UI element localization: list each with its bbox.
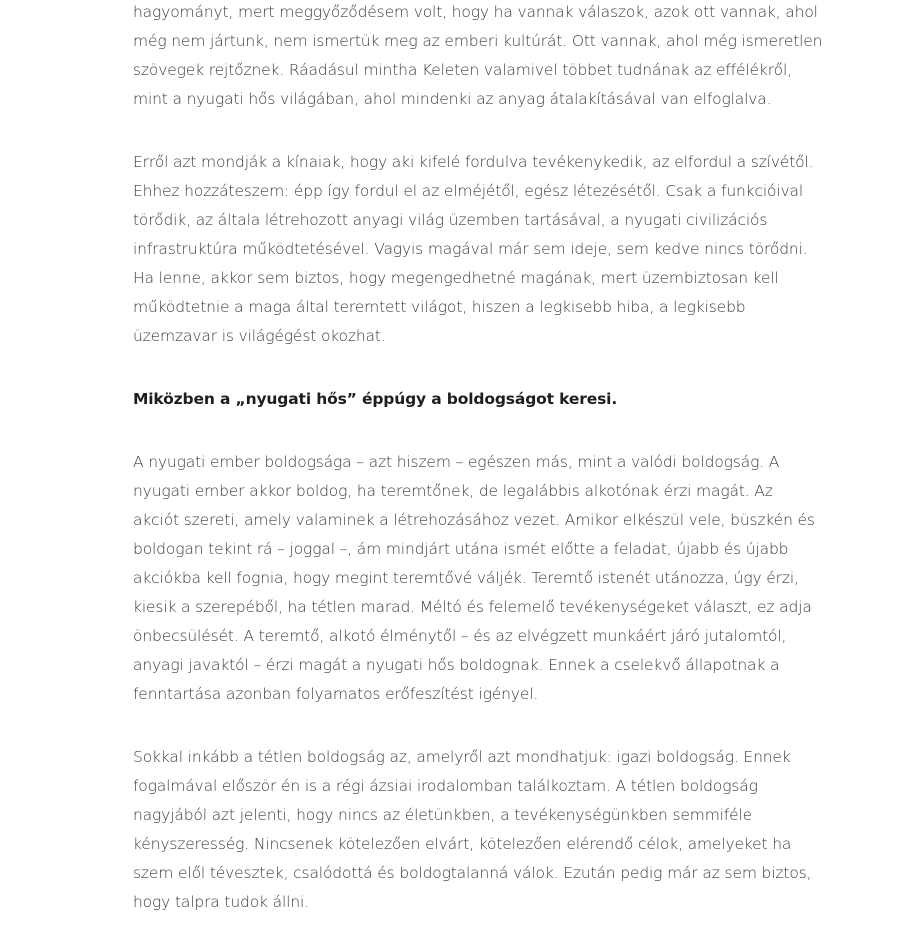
article-subheading: Miközben a „nyugati hős” éppúgy a boldogságot keresi.: [133, 390, 618, 408]
paragraph: Sokkal inkább a tétlen boldogság az, amelyről azt mondhatjuk: igazi boldogság. Ennek fogalmával először én is a régi ázsiai irodalomban találkoztam. A tétlen boldogság nagyjából azt jelenti, hogy nincs az életünkben, a tevékenységünkben semmiféle kényszeresség. Nincsenek kötelezően elvárt, kötelezően elérendő célok, amelyeket ha szem elől tévesztek, csalódottá és boldogtalanná válok. Ezután pedig már az sem biztos, hogy talpra tudok állni.: [133, 748, 812, 911]
paragraph: hagyományt, mert meggyőződésem volt, hogy ha vannak válaszok, azok ott vannak, ahol még nem jártunk, nem ismertük meg az emberi kultúrát. Ott vannak, ahol még ismeretlen szövegek rejtőznek. Ráadásul mintha Keleten valamivel többet tudnának az effélékről, mint a nyugati hős világában, ahol mindenki az anyag átalakításával van elfoglalva.: [133, 3, 823, 108]
article-body: [133, 0, 823, 951]
paragraph: A nyugati ember boldogsága – azt hiszem – egészen más, mint a valódi boldogság. A nyugati ember akkor boldog, ha teremtőnek, de legalábbis alkotónak érzi magát. Az akciót szereti, amely valaminek a létrehozásához vezet. Amikor elkészül vele, büszkén és boldogan tekint rá – joggal –, ám mindjárt utána ismét előtte a feladat, újabb és újabb akciókba kell fognia, hogy megint teremtővé váljék. Teremtő istenét utánozza, úgy érzi, kiesik a szerepéből, ha tétlen marad. Méltó és felemelő tevékenységeket választ, ez adja önbecsülését. A teremtő, alkotó élménytől – és az elvégzett munkáért járó jutalomtól, anyagi javaktól – érzi magát a nyugati hős boldognak. Ennek a cselekvő állapotnak a fenntartása azonban folyamatos erőfeszítést igényel.: [133, 453, 815, 703]
paragraph: Erről azt mondják a kínaiak, hogy aki kifelé fordulva tevékenykedik, az elfordul a szívétől. Ehhez hozzáteszem: épp így fordul el az elméjétől, egész létezésétől. Csak a funkcióival törődik, az általa létrehozott anyagi világ üzemben tartásával, a nyugati civilizációs infrastruktúra működtetésével. Vagyis magával már sem ideje, sem kedve nincs törődni. Ha lenne, akkor sem biztos, hogy megengedhetné magának, mert üzembiztosan kell működtetnie a maga által teremtett világot, hiszen a legkisebb hiba, a legkisebb üzemzavar is világégést okozhat.: [133, 153, 814, 345]
